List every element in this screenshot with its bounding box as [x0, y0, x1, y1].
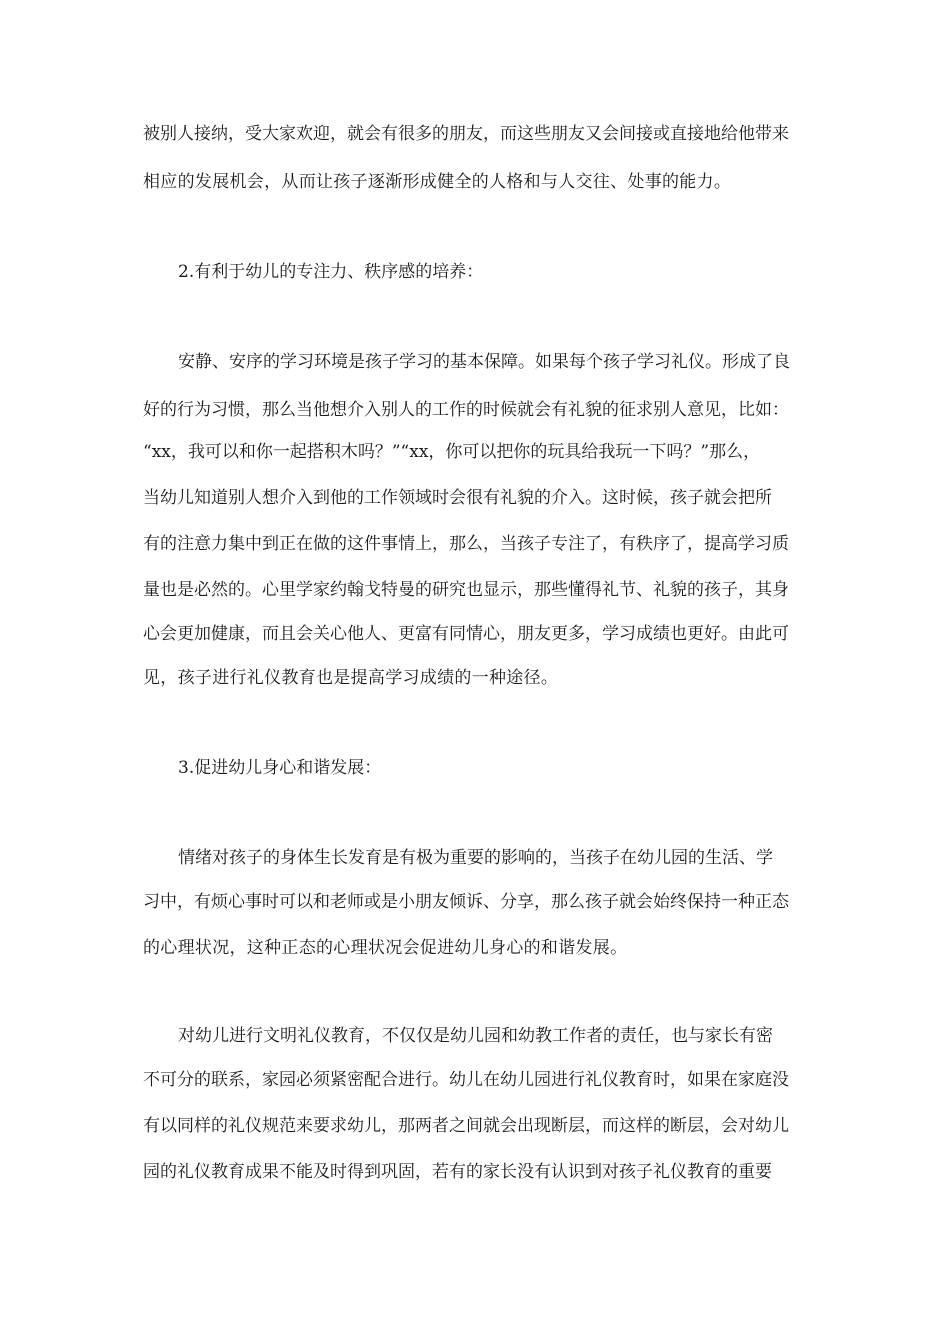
paragraph-line: 心会更加健康，而且会关心他人、更富有同情心，朋友更多，学习成绩也更好。由此可	[143, 624, 789, 644]
paragraph-line: “xx，我可以和你一起搭积木吗？”“xx，你可以把你的玩具给我玩一下吗？”那么，	[143, 442, 761, 462]
paragraph-line: 相应的发展机会，从而让孩子逐渐形成健全的人格和与人交往、处事的能力。	[143, 172, 732, 192]
paragraph-line: 园的礼仪教育成果不能及时得到巩固，若有的家长没有认识到对孩子礼仪教育的重要	[143, 1162, 772, 1182]
paragraph-line: 当幼儿知道别人想介入到他的工作领域时会很有礼貌的介入。这时候，孩子就会把所	[143, 488, 772, 508]
paragraph-line: 量也是必然的。心里学家约翰戈特曼的研究也显示，那些懂得礼节、礼貌的孩子，其身	[143, 580, 789, 600]
paragraph-line: 见，孩子进行礼仪教育也是提高学习成绩的一种途径。	[143, 668, 559, 688]
paragraph-line: 有的注意力集中到正在做的这件事情上，那么，当孩子专注了，有秩序了，提高学习质	[143, 534, 789, 554]
paragraph-line: 不可分的联系，家园必须紧密配合进行。幼儿在幼儿园进行礼仪教育时，如果在家庭没	[143, 1070, 789, 1090]
paragraph-line: 对幼儿进行文明礼仪教育，不仅仅是幼儿园和幼教工作者的责任，也与家长有密	[178, 1026, 773, 1046]
paragraph-line: 有以同样的礼仪规范来要求幼儿，那两者之间就会出现断层，而这样的断层，会对幼儿	[143, 1116, 789, 1136]
paragraph-line: 安静、安序的学习环境是孩子学习的基本保障。如果每个孩子学习礼仪。形成了良	[178, 352, 790, 372]
paragraph-line: 习中，有烦心事时可以和老师或是小朋友倾诉、分享，那么孩子就会始终保持一种正态	[143, 892, 789, 912]
paragraph-line: 的心理状况，这种正态的心理状况会促进幼儿身心的和谐发展。	[143, 938, 628, 958]
section-heading: 3.促进幼儿身心和谐发展：	[178, 758, 382, 778]
section-heading: 2.有利于幼儿的专注力、秩序感的培养：	[178, 262, 484, 282]
paragraph-line: 被别人接纳，受大家欢迎，就会有很多的朋友，而这些朋友又会间接或直接地给他带来	[143, 124, 789, 144]
paragraph-line: 好的行为习惯，那么当他想介入别人的工作的时候就会有礼貌的征求别人意见，比如：	[143, 400, 789, 420]
paragraph-line: 情绪对孩子的身体生长发育是有极为重要的影响的，当孩子在幼儿园的生活、学	[178, 848, 773, 868]
